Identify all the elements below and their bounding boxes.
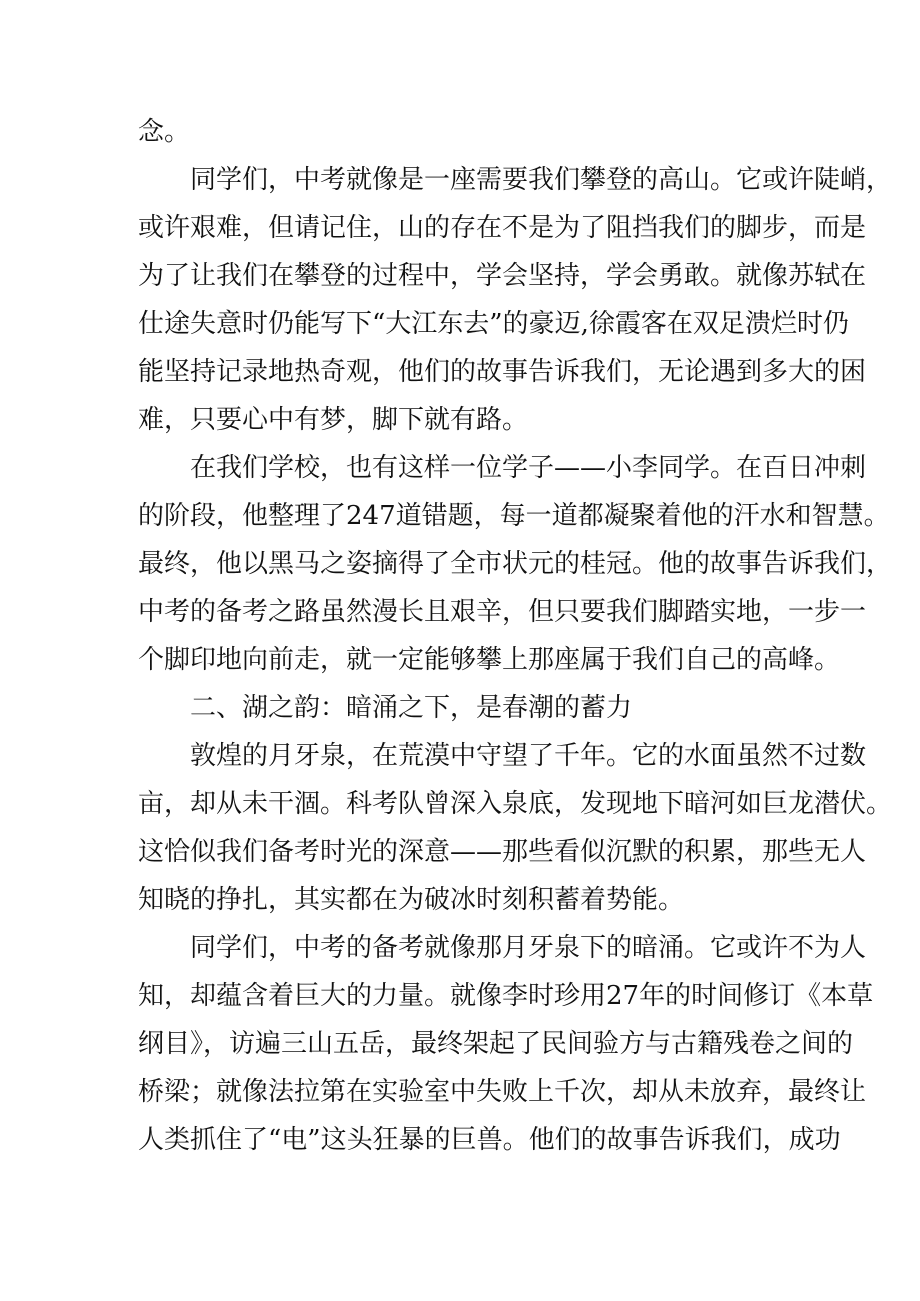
text-line: 在我们学校，也有这样一位学子——小李同学。在百日冲刺 (190, 453, 867, 483)
text-line: 亩，却从未干涸。科考队曾深入泉底，发现地下暗河如巨龙潜伏。 (138, 789, 893, 819)
text-line: 或许艰难，但请记住，山的存在不是为了阻挡我们的脚步，而是 (138, 213, 867, 243)
text-line: 仕途失意时仍能写下“大江东去”的豪迈,徐霞客在双足溃烂时仍 (138, 309, 849, 339)
text-line: 念。 (138, 117, 191, 147)
section-heading: 二、湖之韵：暗涌之下，是春潮的蓄力 (190, 693, 633, 723)
text-line: 纲目》，访遍三山五岳，最终架起了民间验方与古籍残卷之间的 (138, 1029, 854, 1059)
text-line: 中考的备考之路虽然漫长且艰辛，但只要我们脚踏实地，一步一 (138, 597, 867, 627)
text-line: 难，只要心中有梦，脚下就有路。 (138, 405, 529, 435)
text-line: 敦煌的月牙泉，在荒漠中守望了千年。它的水面虽然不过数 (190, 741, 867, 771)
text-line: 桥梁；就像法拉第在实验室中失败上千次，却从未放弃，最终让 (138, 1077, 867, 1107)
text-line: 个脚印地向前走，就一定能够攀上那座属于我们自己的高峰。 (138, 645, 841, 675)
text-line: 为了让我们在攀登的过程中，学会坚持，学会勇敢。就像苏轼在 (138, 261, 867, 291)
text-line: 人类抓住了“电”这头狂暴的巨兽。他们的故事告诉我们，成功 (138, 1125, 841, 1155)
text-line: 知晓的挣扎，其实都在为破冰时刻积蓄着势能。 (138, 885, 685, 915)
text-line: 的阶段，他整理了247道错题，每一道都凝聚着他的汗水和智慧。 (138, 501, 890, 531)
text-line: 最终，他以黑马之姿摘得了全市状元的桂冠。他的故事告诉我们， (138, 549, 893, 579)
text-line: 同学们，中考的备考就像那月牙泉下的暗涌。它或许不为人 (190, 933, 867, 963)
text-line: 能坚持记录地热奇观，他们的故事告诉我们，无论遇到多大的困 (138, 357, 867, 387)
text-line: 同学们，中考就像是一座需要我们攀登的高山。它或许陡峭， (190, 165, 893, 195)
text-line: 知，却蕴含着巨大的力量。就像李时珍用27年的时间修订《本草 (138, 981, 874, 1011)
text-line: 这恰似我们备考时光的深意——那些看似沉默的积累，那些无人 (138, 837, 867, 867)
